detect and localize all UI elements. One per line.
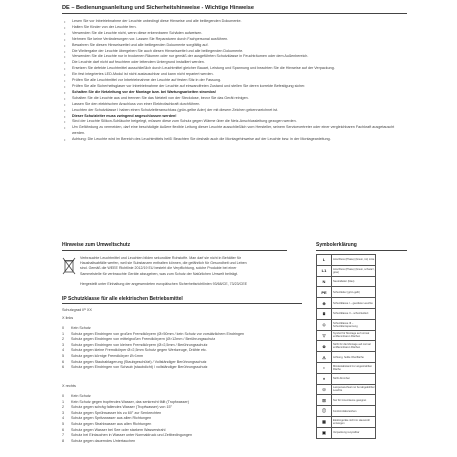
environment-paragraph: Verbrauchte Leuchtmittel und Leuchten bilden sekundäre Rohstoffe. Man darf sie nicht in Behälter für Haushaltsabfälle werfen, weil sie Substanzen enthalten können, die gefährlich für Gesundheit und Leben sind. Gemäß die WEEE Richtlinie 2012/19 EU besteht die Verpflichtung, solche Produkte bei einer Sammelstelle für verbrauchte Geräte abzugeben, was zum Schutz der Natürlichen Umwelt beiträgt. — [80, 256, 247, 276]
ip-code: 3 — [62, 342, 65, 347]
ip-code: 2 — [62, 337, 65, 342]
symbol-description: Achtung, heiße Oberfläche — [332, 352, 376, 363]
symbol-description: Verpackung recycelbar — [332, 427, 376, 438]
environment-divider — [62, 250, 287, 251]
symbol-icon: • — [317, 362, 332, 373]
instruction-item: • Um Gefährdung zu vermeiden, darf eine beschädigte äußere flexible Leitung dieser Leuchte ausschließlich vom Hersteller, seinem Servicevertreter oder einer vergleichbaren Fachkraft ausgetauscht werden. — [62, 125, 407, 137]
symbol-description: Nicht für die Montage auf normal entflammbaren Flächen — [332, 341, 376, 352]
symbol-description: Anschluss (Phase) (braun, schwarz, grau) — [332, 265, 376, 276]
symbol-icon: Ⓘ — [317, 406, 332, 417]
ip-item — [62, 439, 332, 445]
symbol-description: Konformitätszeichen — [332, 406, 376, 417]
instruction-item: • Lesen Sie vor Inbetriebnahme der Leuchte unbedingt diese Hinweise und alle beiliegenden Dokumente. — [62, 19, 407, 25]
ip-description: Schutz gegen schräg fallendes Wasser (Tropfwasser) von 15° — [71, 405, 173, 410]
ip-code: 6 — [62, 427, 65, 432]
instruction-item: • Lassen Sie den elektrischen Anschluss von einer Elektrofachkraft durchführen. — [62, 102, 407, 108]
symbol-icon: ◇ — [317, 319, 332, 330]
ip-description: Schutz gegen Strahlwasser aus allen Richtungen — [71, 421, 152, 426]
instruction-item: • Prüfen Sie alle Sicherheitsglaser vor Inbetriebnahme der Leuchte auf einwandfreien Zustand und stellen Sie deren korrekte Befestigung sicher. — [62, 84, 407, 90]
symbol-description: Nicht dimmbar — [332, 373, 376, 384]
ip-description: Schutz gegen Eindringen von mittelgroßen Fremdkörpern (Ø>12mm / Berührungsschutz — [71, 337, 216, 342]
symbol-description: Schutzleiter (grün-gelb) — [332, 287, 376, 298]
instruction-item: • Achtung: Die Leuchte wird im Bereich des Leuchtmittels heiß! Beachten Sie deshalb auch die Montagehinweise auf der Leuchte bzw. in der Montageanleitung. — [62, 137, 407, 143]
page-title: DE – Bedienungsanleitung und Sicherheitshinweise - Wichtige Hinweise — [62, 5, 255, 11]
instruction-item: • Schalten Sie die Netzleitung vor der Montage bzw. bei Wartungsarbeiten stromlos! — [62, 90, 407, 96]
symbol-description: Elektrogeräte nicht im Hausmüll entsorgen — [332, 416, 376, 427]
instruction-item: • Verwenden Sie die Leuchte nicht, wenn diese erkennbaren Schäden aufweisen. — [62, 31, 407, 37]
instruction-item: • Halten Sie Kinder von der Leuchte fern. — [62, 25, 407, 31]
symbol-description: Lampenwechsel nur bei abgekühlter Leuchte — [332, 384, 376, 395]
symbol-row — [317, 373, 376, 384]
ip-code: 7 — [62, 433, 65, 438]
symbol-description: Nur für Innenräume geeignet — [332, 395, 376, 406]
ip-code: 5 — [62, 353, 65, 358]
ip-description: Schutz gegen dauerndes Untertauchen — [71, 438, 136, 443]
instruction-item: • Ein fest integriertes LED-Modul ist nicht austauschbar und kann nicht repariert werden. — [62, 72, 407, 78]
ip-description: Kein Schutz — [71, 326, 91, 330]
symbol-icon: ⊕ — [317, 298, 332, 309]
symbol-description: Mindestabstand zur angestrahlten Fläche — [332, 362, 376, 373]
ip-description: Schutz gegen Spritzwasser aus allen Richtungen — [71, 416, 152, 421]
ip-description: Schutz gegen Sprühwasser bis zu 60° zur Senkrechten — [71, 410, 162, 415]
ip-description: Schutz gegen Eindringen von kleinen Fremdkörpern (Ø>2,5mm / Berührungsschutz — [71, 342, 208, 347]
symbol-description: Anschluss (Phase) (braun, rot) Linie — [332, 255, 376, 266]
instruction-item: • Nehmen Sie keine Veränderungen vor. Lassen Sie Reparaturen durch Fachpersonal ausführen. — [62, 37, 407, 43]
symbol-icon: ▽ — [317, 330, 332, 341]
symbol-icon: ▦ — [317, 416, 332, 427]
instruction-item: • Bewahren Sie diesen Hinweiszettel und alle beiliegenden Dokumente sorgfältig auf. — [62, 43, 407, 49]
symbol-description: Neutralleiter (blau) — [332, 276, 376, 287]
instructions-list — [62, 19, 407, 143]
environment-paragraph: Hergestellt unter Einhaltung der angewendeten europäischen Sicherheitsrichtlinien 93/68/CE, 73/23/CEE — [80, 281, 248, 286]
ip-description: Schutz gegen kleine Fremdkörper Ø>2,5mm Schutz gegen Werkzeuge, Drähte etc. — [71, 348, 207, 353]
ip-description: Schutz gegen Wasser bei See oder starkem Wasserstrahl — [71, 427, 166, 432]
instruction-item: • Leuchten der Schutzklasse I haben einen Schutzleiteranschluss (grün-gelbe Ader) der mit diesem Zeichen gekennzeichnet ist. — [62, 108, 407, 114]
ip-description: Kein Schutz — [71, 394, 91, 398]
ip-code: 4 — [62, 348, 65, 353]
instruction-item: • Dieser Schutzleiter muss zwingend angeschlossen werden! — [62, 114, 407, 120]
ip-description: Schutz gegen Eindringen von Schaub (staubdicht) / vollständiger Berührungsschutz — [71, 365, 208, 370]
ip-code: 6 — [62, 359, 65, 364]
symbol-icon: ▣ — [317, 427, 332, 438]
ip-right-label: X rechts — [62, 384, 76, 388]
symbol-row — [317, 287, 376, 298]
symbol-row — [317, 276, 376, 287]
symbol-description: Symbol für Montage auf normal entflammbaren Flächen — [332, 330, 376, 341]
ip-code: 0 — [62, 326, 65, 330]
ip-description: Schutz bei Eintauchen in Wasser unter Normaldruck und Zeitbedingungen — [71, 433, 193, 438]
ip-code: 8 — [62, 438, 65, 443]
symbol-icon: N — [317, 276, 332, 287]
ip-code: 0 — [62, 394, 65, 398]
symbol-row — [317, 308, 376, 319]
title-divider — [62, 13, 407, 14]
symbol-row — [317, 265, 376, 276]
symbol-icon: L — [317, 255, 332, 266]
symbol-icon: ♦ — [317, 373, 332, 384]
ip-description: Kein Schutz gegen tropfendes Wasser, das senkrecht fällt (Tropfwasser) — [71, 399, 189, 404]
ip-right-list — [62, 394, 332, 444]
symbol-description: Schutzklasse II – schutzisoliert — [332, 308, 376, 319]
symbols-divider — [316, 250, 407, 251]
symbol-icon: L1 — [317, 265, 332, 276]
symbol-row — [317, 255, 376, 266]
ip-description: Schutz gegen Staubablagerung (Staubgeschützt) / Vollständiger Berührungsschutz — [71, 359, 207, 364]
crossed-out-bin-icon — [62, 257, 76, 275]
symbol-icon: ☉ — [317, 384, 332, 395]
environment-text — [80, 256, 250, 292]
ip-code: 6 — [62, 365, 65, 370]
ip-code: 4 — [62, 416, 65, 421]
symbol-row — [317, 298, 376, 309]
instruction-item: • Die Weitergabe der Leuchte übergeben Sie auch diesen Hinweiszettel und alle beiliegenden Dokumente. — [62, 49, 407, 55]
instruction-item: • Sind der Leuchte Silikon-Schläuche beigelegt, müssen diese zum Schutz gegen Wärme über die Netz-Anschlussleitung gezogen werden. — [62, 119, 407, 125]
instruction-item: • Verwenden Sie die Leuchte nur in trockenen Räumen oder nur gemäß der ausgeführten Schutzklasse in Feuchträumen oder dem Außenbereich. — [62, 54, 407, 60]
ip-code: 1 — [62, 399, 65, 404]
ip-code: 2 — [62, 405, 65, 410]
symbol-description: Schutzklasse III – Schutzkleinspannung — [332, 319, 376, 330]
ip-code: 5 — [62, 421, 65, 426]
symbol-icon: ⚠ — [317, 352, 332, 363]
instruction-item: • Ersetzen Sie defekte Leuchtmittel ausschließlich durch Leuchtmittel gleicher Bauart, Leistung und Spannung und beachten Sie die Hinweise auf der Verpackung. — [62, 66, 407, 72]
ip-left-label: X links — [62, 316, 74, 320]
ip-heading: IP Schutzklasse für alle elektrischen Betriebsmittel — [62, 296, 183, 302]
instruction-item: • Prüfen Sie alle Leuchtmittel vor Inbetriebnahme der Leuchte auf festen Sitz in der Fassung. — [62, 78, 407, 84]
ip-divider — [62, 303, 302, 304]
symbol-description: Schutzklasse I – geerdete Leuchte — [332, 298, 376, 309]
ip-schema-label: Schutzgrad IP XX — [62, 308, 92, 312]
symbols-heading: Symbolerklärung — [316, 242, 357, 248]
instruction-item: • Die Leuchte darf nicht auf feuchtem oder leitendem Untergrund installiert werden. — [62, 60, 407, 66]
symbol-icon: ⧈ — [317, 308, 332, 319]
environment-heading: Hinweise zum Umweltschutz — [62, 242, 131, 248]
instruction-item: • Schalten Sie die Leuchte aus und trennen Sie das Netzteil von der Steckdose, bevor Sie das Gerät reinigen. — [62, 96, 407, 102]
ip-code: 1 — [62, 331, 65, 336]
symbol-icon: ☒ — [317, 395, 332, 406]
ip-item — [62, 365, 332, 371]
ip-code: 3 — [62, 410, 65, 415]
ip-description: Schutz gegen körnige Fremdkörper Ø>1mm — [71, 353, 144, 358]
ip-description: Schutz gegen Eindringen von großen Fremdkörpern (Ø>50mm / kein Schutz vor vorsätzlichem Eindringen — [71, 331, 245, 336]
ip-left-list — [62, 326, 332, 371]
symbol-icon: ⊗ — [317, 341, 332, 352]
symbol-icon: PE — [317, 287, 332, 298]
